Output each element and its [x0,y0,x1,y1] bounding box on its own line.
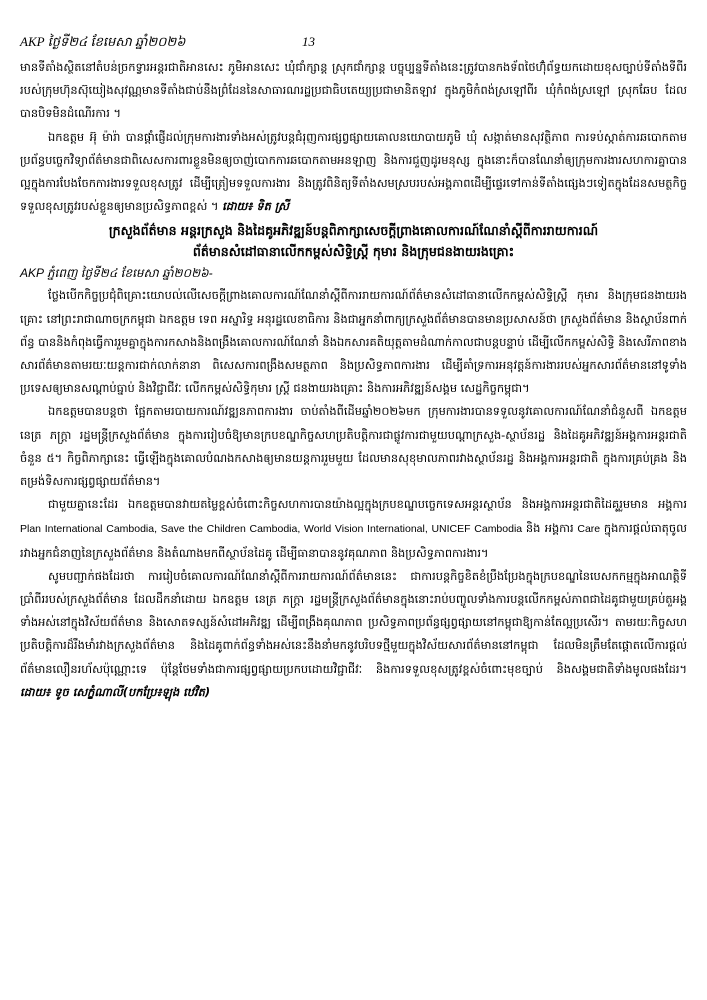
article1-paragraph-1: មានទីតាំងស្ថិតនៅតំបន់ច្រកទ្វារអន្តរជាតិអានសេះ ភូមិអានសេះ ឃុំជាំក្សាន្ត ស្រុកជាំក្សាន្ត បច្ចុប្បន្នទីតាំងនេះត្រូវបានកងទ័ពថៃហ៊ុំព័ទ្ធយកដោយខុសច្បាប់ទីតាំងទីពីរ របស់ក្រុមហ៊ុនស៊ុយៀងសុវណ្ណមានទីតាំងជាប់នឹងព្រំដែននៃសាធារណរដ្ឋប្រជាធិបតេយ្យប្រជាមានិតឡាវ ក្នុងភូមិកំពង់ស្រឡៅពីរ ឃុំកំពង់ស្រឡៅ ស្រុកឆែប ដែលបានបិទមិនដំណើរការ ។ [20,60,687,121]
article2-byline: ដោយ៖ ទូច សេក្ខំណាលី(បកប្រែ៖ឡុង ឋេវិត) [20,684,211,699]
article1-paragraph-2 [20,126,687,219]
issue-date: AKP ថ្ងៃទី២៤ ខែមេសា ឆ្នាំ២០២៦ [20,34,186,49]
article1-paragraph-2-text: ឯកឧត្តម អ៊ុ ម៉ារ៉ា បានផ្តាំផ្ញើដល់ក្រុមការងារទាំងអស់ត្រូវបន្តជំរុញការផ្សព្វផ្សាយគោលនយោបាយភូមិ ឃុំ សង្កាត់មានសុវត្ថិភាព ការទប់ស្កាត់ការឆបោកតាមប្រព័ន្ធបច្ចេកវិទ្យាព័ត៌មានជាពិសេសការពារខ្លួនមិនឲ្យចាញ់បោកការឆបោកតាមអនឡាញ និងការជួញដូរមនុស្ស ក្នុងនោះក៏បានណែនាំឲ្យក្រុមការងារសហការគ្នាបានល្អក្នុងការបែងចែកការងារទទួលខុសត្រូវ ដើម្បីត្រៀមទទួលការងារ និងត្រូវពិនិត្យទីតាំងសមស្របរបស់អង្គភាពដើម្បីផ្ទេរទៅកាន់ទីតាំងផ្សេងៗទៀតក្នុងដែនសមត្ថកិច្ចទទួលខុសត្រូវរបស់ខ្លួនឲ្យមានប្រសិទ្ធភាពខ្ពស់ ។ [20,129,687,214]
page-header [20,34,687,54]
article-main [20,220,687,704]
page-body [20,56,687,704]
article1-byline: ដោយ៖ ទិត ស្រី [222,199,290,214]
article2-paragraph-2: ឯកឧត្តមបានបន្តថា ផ្អែកតាមរបាយការណ៍វឌ្ឍនភាពការងារ ចាប់តាំងពីដើមឆ្នាំ២០២៦មក ក្រុមការងារបានទទួលនូវគោលការណ៍ណែនាំជំនួសពី ឯកឧត្តម នេត្រ ភក្ត្រា រដ្ឋមន្ត្រីក្រសួងព័ត៌មាន ក្នុងការរៀបចំឱ្យមានក្របខណ្ឌកិច្ចសហប្រតិបត្តិការជាផ្លូវការជាមួយបណ្តាក្រសួង-ស្ថាប័នរដ្ឋ និងដៃគូអភិវឌ្ឍន៍អង្គការអន្តរជាតិចំនួន ៥។ កិច្ចពិភាក្សានេះ ធ្វើឡើងក្នុងគោលបំណងកសាងឲ្យមានយន្តការរួមមួយ ដែលមានសុខុមាលភាពរវាងស្ថាប័នរដ្ឋ និងអង្គការអន្តរជាតិ ក្នុងការគ្រប់គ្រង និងតម្រង់ទិសការផ្សព្វផ្សាយព័ត៌មាន។ [20,404,687,489]
article-continued [20,56,687,218]
article2-paragraph-4-text: សូមបញ្ជាក់ផងដែរថា ការរៀបចំគោលការណ៍ណែនាំស្តីពីការរាយការណ៍ព័ត៌មាននេះ ជាការបន្តកិច្ចខិតខំប្រឹងប្រែងក្នុងក្របខណ្ឌនៃបេសកកម្មក្នុងអាណត្តិទីប្រាំពីររបស់ក្រសួងព័ត៌មាន ដែលដឹកនាំដោយ ឯកឧត្តម នេត្រ ភក្ត្រា រដ្ឋមន្ត្រីក្រសួងព័ត៌មានក្នុងនោះរាប់បញ្ចូលទាំងការបន្តលើកកម្ពស់ភាពជាដៃគូជាមួយគ្រប់តួអង្គទាំងអស់នៅក្នុងវិស័យព័ត៌មាន និងសោតទស្សន៍សំដៅអភិវឌ្ឍ ដើម្បីពង្រឹងគុណភាព ប្រសិទ្ធភាពប្រព័ន្ធផ្សព្វផ្សាយនៅកម្ពុជាឱ្យកាន់តែល្អប្រសើរ។ តាមរយៈកិច្ចសហប្រតិបត្តិការដ៏រឹងមាំរវាងក្រសួងព័ត៌មាន និងដៃគូពាក់ព័ន្ធទាំងអស់នេះនឹងនាំមកនូវបរិបទថ្មីមួយក្នុងវិស័យសារព័ត៌មាននៅកម្ពុជា ដែលមិនត្រឹមតែផ្តោតលើការផ្តល់ព័ត៌មានលឿនរហ័សប៉ុណ្ណោះទេ ប៉ុន្តែថែមទាំងជាការផ្សព្វផ្សាយប្រកបដោយវិជ្ជាជីវៈ និងការទទួលខុសត្រូវខ្ពស់ចំពោះមុខច្បាប់ និងសង្គមជាតិទាំងមូលផងដែរ។ [20,568,687,676]
article2-dateline: AKP ភ្នំពេញ ថ្ងៃទី២៤ ខែមេសា ឆ្នាំ២០២៦- [20,266,213,281]
article2-headline [20,220,687,262]
headline-line-1: ក្រសួងព័ត៌មាន អន្តរក្រសួង និងដៃគូអភិវឌ្ឍន៍បន្តពិភាក្សាសេចក្តីព្រាងគោលការណ៍ណែនាំស្តីពីការរាយការណ៍ [108,223,599,239]
headline-line-2: ព័ត៌មានសំដៅធានាលើកកម្ពស់សិទ្ធិស្ត្រី កុមារ និងក្រុមជនងាយរងគ្រោះ [192,244,515,260]
article2-paragraph-3 [20,493,687,565]
article2-paragraph-1: ថ្លែងបើកកិច្ចប្រជុំពិគ្រោះយោបល់លើសេចក្តីព្រាងគោលការណ៍ណែនាំស្តីពីការរាយការណ៍ព័ត៌មានសំដៅធានាលើកកម្ពស់សិទ្ធិស្ត្រី កុមារ និងក្រុមជនងាយរងគ្រោះ នៅព្រះរាជាណាចក្រកម្ពុជា ឯកឧត្តម ទេព អស្នារិទ្ធ អនុរដ្ឋលេខាធិការ និងជាអ្នកនាំពាក្យក្រសួងព័ត៌មានបានមានប្រសាសន៍ថា ក្រសួងព័ត៌មាន និងស្ថាប័នពាក់ព័ន្ធ បាននិងកំពុងធ្វើការរួមគ្នាក្នុងការកសាងនិងពង្រឹងគោលការណ៍ណែនាំ និងឯកសារគតិយុត្តតាមដំណាក់កាលជាបន្តបន្ទាប់ ដើម្បីលើកកម្ពស់សិទ្ធិ និងសេរីភាពខាងសារព័ត៌មានតាមរយៈយន្តការជាក់លាក់នានា ពិសេសការពង្រឹងសមត្ថភាព និងប្រសិទ្ធភាពការងារ ដើម្បីគាំទ្រការអនុវត្តន៍ការងាររបស់អ្នកសារព័ត៌មាននៅទូទាំងប្រទេសឲ្យមានសណ្តាប់ធ្នាប់ និងវិជ្ជាជីវៈ លើកកម្ពស់សិទ្ធិកុមារ ស្ត្រី ជនងាយរងគ្រោះ និងការអភិវឌ្ឍន៍សង្គម សេដ្ឋកិច្ចកម្ពុជា។ [20,288,687,396]
page-number: 13 [302,34,315,49]
article2-paragraph-3-a: ជាមួយគ្នានេះដែរ ឯកឧត្តមបានវាយតម្លៃខ្ពស់ចំពោះកិច្ចសហការបានយ៉ាងល្អក្នុងក្របខណ្ឌបច្ចេកទេសអន្តរស្ថាប័ន និងអង្គការអន្តរជាតិដៃគូរួមមាន អង្គការ [48,497,687,512]
article2-paragraph-4 [20,565,687,704]
article2-paragraph-3-b: និង អង្គការ [525,521,574,536]
partner-organization-care: Care [573,523,604,536]
article2-paragraph-3-c: ក្នុងការផ្តល់ធាតុចូលរវាងអ្នកជំនាញនៃក្រសួងព័ត៌មាន និងតំណាងមកពីស្ថាប័នដៃគូ ដើម្បីធានាបាននូវគុណភាព និងប្រសិទ្ធភាពការងារ។ [20,521,687,560]
partner-organizations: Plan International Cambodia, Save the Children Cambodia, World Vision International, UNICEF Cambodia [20,523,526,536]
